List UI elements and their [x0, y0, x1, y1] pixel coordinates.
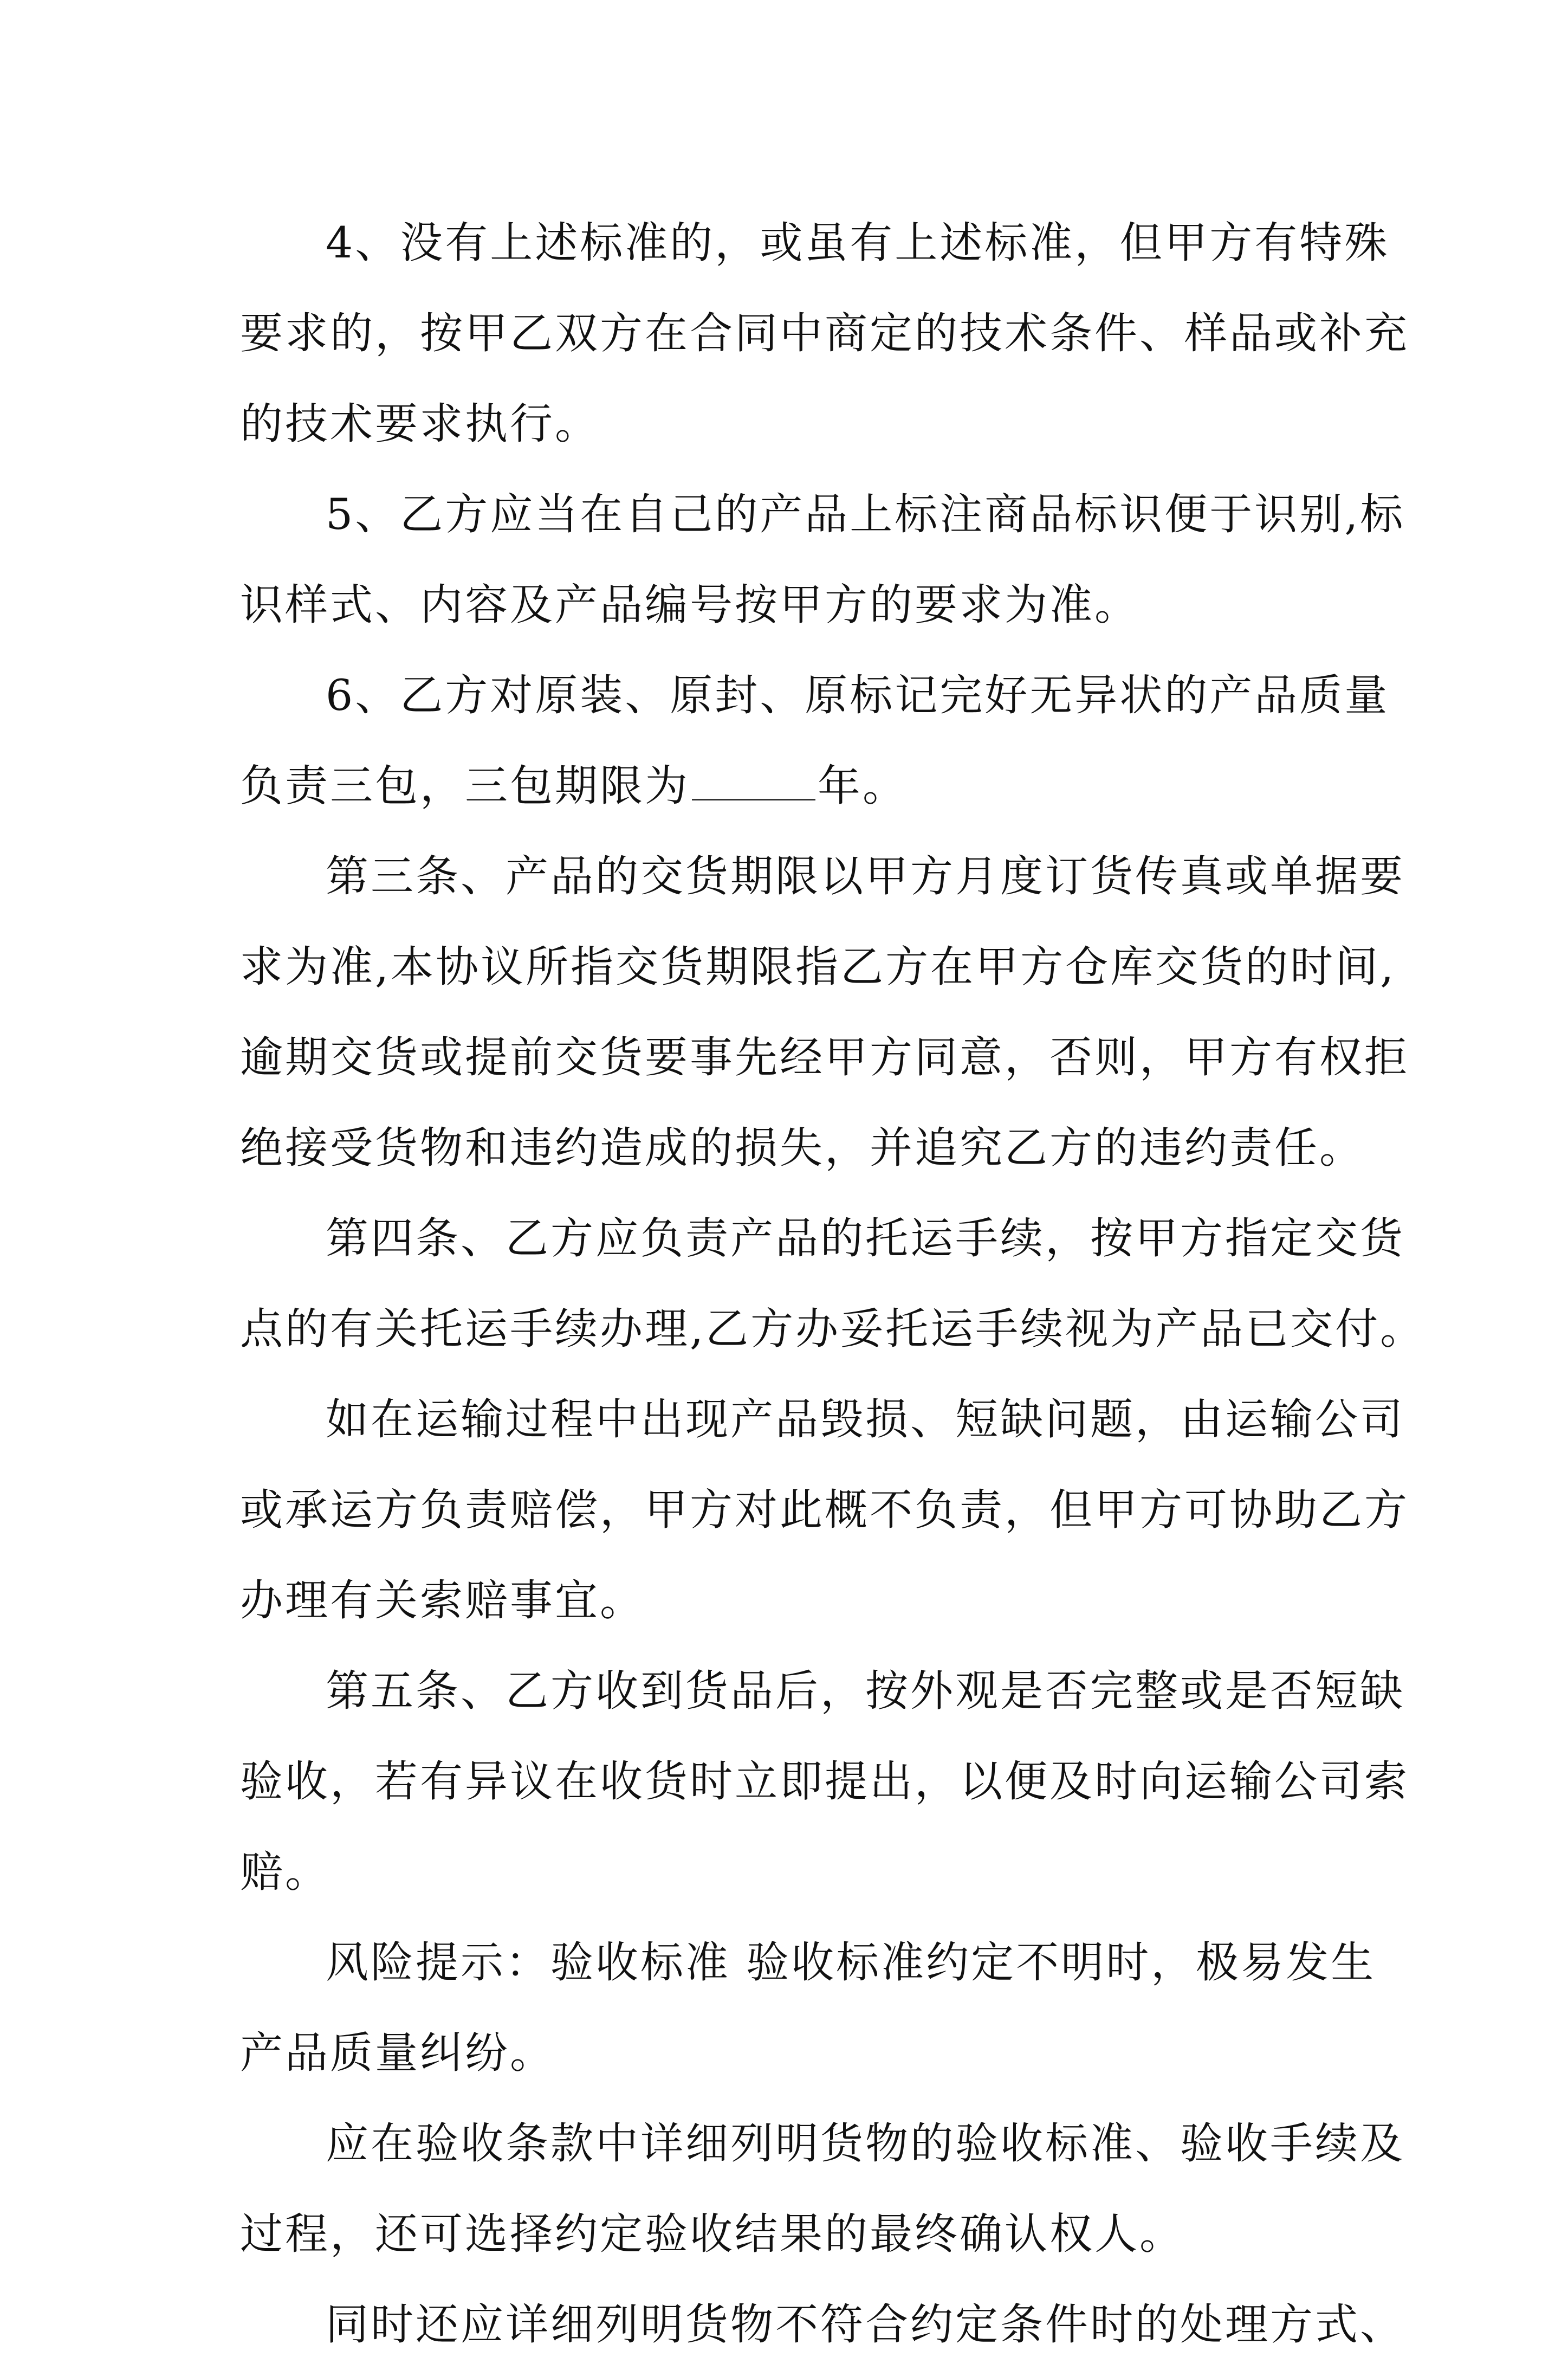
paragraph-clause-4	[240, 198, 1409, 469]
text-segment: 年。	[818, 761, 908, 811]
paragraph-risk-notice	[240, 1917, 1376, 2098]
text-line: 识样式、内容及产品编号按甲方的要求为准。	[240, 580, 1139, 630]
text-line-with-blank	[240, 741, 1348, 831]
text-line: 风险提示：验收标准 验收标准约定不明时，极易发生	[326, 1938, 1376, 1987]
text-line: 6、乙方对原装、原封、原标记完好无异状的产品质量	[326, 670, 1390, 720]
text-line: 验收，若有异议在收货时立即提出，以便及时向运输公司索	[240, 1756, 1409, 1806]
fill-in-blank	[692, 761, 815, 800]
text-line: 第四条、乙方应负责产品的托运手续，按甲方指定交货	[326, 1213, 1405, 1263]
paragraph-clause-6	[240, 650, 1390, 831]
text-line: 应在验收条款中详细列明货物的验收标准、验收手续及	[326, 2119, 1405, 2168]
paragraph-article-5	[240, 1646, 1409, 1917]
document-body	[240, 198, 1426, 2370]
text-line: 的技术要求执行。	[240, 399, 600, 449]
text-line: 要求的，按甲乙双方在合同中商定的技术条件、样品或补充	[240, 308, 1409, 358]
paragraph-transport-damage	[240, 1374, 1409, 1646]
text-line: 产品质量纠纷。	[240, 2028, 555, 2078]
text-line: 4、没有上述标准的，或虽有上述标准，但甲方有特殊	[326, 218, 1390, 268]
paragraph-article-3	[240, 831, 1409, 1193]
paragraph-clause-5	[240, 469, 1405, 650]
text-line: 同时还应详细列明货物不符合约定条件时的处理方式、	[326, 2300, 1405, 2349]
text-line: 点的有关托运手续办理,乙方办妥托运手续视为产品已交付。	[240, 1304, 1426, 1354]
text-line: 过程，还可选择约定验收结果的最终确认权人。	[240, 2209, 1184, 2259]
text-line: 第五条、乙方收到货品后，按外观是否完整或是否短缺	[326, 1666, 1405, 1716]
paragraph-article-4	[240, 1193, 1426, 1374]
paragraph-nonconformity	[240, 2279, 1405, 2370]
paragraph-acceptance-terms	[240, 2098, 1405, 2279]
text-segment: 负责三包，三包期限为	[240, 761, 690, 811]
text-line: 逾期交货或提前交货要事先经甲方同意，否则，甲方有权拒	[240, 1032, 1409, 1082]
text-line: 5、乙方应当在自己的产品上标注商品标识便于识别,标	[326, 489, 1405, 539]
text-line: 绝接受货物和违约造成的损失，并追究乙方的违约责任。	[240, 1123, 1364, 1173]
text-line: 办理有关索赔事宜。	[240, 1575, 645, 1625]
text-line: 第三条、产品的交货期限以甲方月度订货传真或单据要	[326, 851, 1405, 901]
text-line: 赔。	[240, 1847, 330, 1897]
text-line: 如在运输过程中出现产品毁损、短缺问题，由运输公司	[326, 1394, 1405, 1444]
text-line: 或承运方负责赔偿，甲方对此概不负责，但甲方可协助乙方	[240, 1485, 1409, 1535]
text-line: 求为准,本协议所指交货期限指乙方在甲方仓库交货的时间,	[240, 942, 1396, 992]
